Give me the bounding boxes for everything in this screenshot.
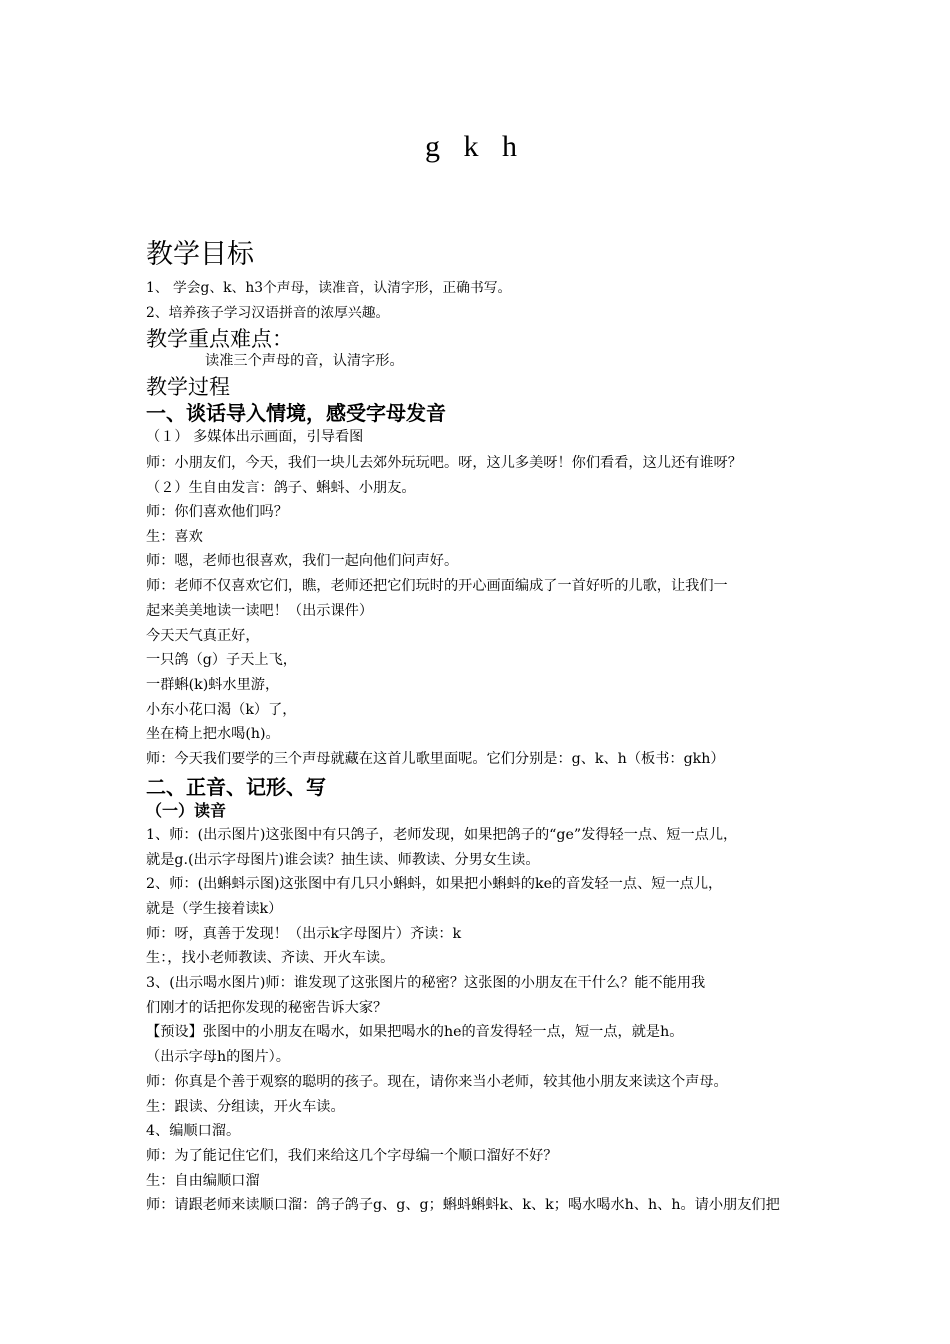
heading-key-points: 教学重点难点： [146, 327, 293, 351]
heading-part2: 二、正音、记形、写 [146, 775, 326, 799]
heading-part1: 一、谈话导入情境，感受字母发音 [146, 401, 446, 425]
process-line: 就是（学生接着读k） [146, 901, 283, 917]
process-line: 师：小朋友们，今天，我们一块儿去郊外玩玩吧。呀，这儿多美呀！你们看看，这儿还有谁呀？ [146, 455, 742, 471]
poem-line: 一只鸽（g）子天上飞， [146, 652, 297, 668]
goal-item: 1、 学会g、k、h3个声母，读准音，认清字形，正确书写。 [146, 280, 512, 296]
poem-line: 坐在椅上把水喝(h)。 [146, 726, 280, 742]
key-points-text: 读准三个声母的音，认清字形。 [205, 353, 404, 369]
process-line: 生：自由编顺口溜 [146, 1173, 260, 1189]
process-line: （２）生自由发言：鸽子、蝌蚪、小朋友。 [146, 480, 416, 496]
process-line: 师：老师不仅喜欢它们，瞧，老师还把它们玩时的开心画面编成了一首好听的儿歌，让我们一 [146, 578, 728, 594]
process-line: 们刚才的话把你发现的秘密告诉大家？ [146, 1000, 388, 1016]
poem-line: 小东小花口渴（k）了， [146, 702, 297, 718]
process-line: 师：请跟老师来读顺口溜：鸽子鸽子g、g、g；蝌蚪蝌蚪k、k、k；喝水喝水h、h、h。请小朋友们把 [146, 1197, 780, 1213]
process-line: 师：今天我们要学的三个声母就藏在这首儿歌里面呢。它们分别是：g、k、h（板书：gkh） [146, 751, 725, 767]
process-line: 【预设】张图中的小朋友在喝水，如果把喝水的he的音发得轻一点，短一点，就是h。 [146, 1024, 684, 1040]
process-line: 师：呀，真善于发现！（出示k字母图片）齐读：k [146, 926, 462, 942]
process-line: 师：你们喜欢他们吗？ [146, 504, 288, 520]
heading-teaching-process: 教学过程 [146, 375, 230, 399]
process-line: 就是g.(出示字母图片)谁会读？抽生读、师教读、分男女生读。 [146, 852, 540, 868]
process-line: （１） 多媒体出示画面，引导看图 [146, 429, 364, 445]
process-line: （出示字母h的图片）。 [146, 1049, 290, 1065]
subheading-reading: （一）读音 [146, 801, 227, 820]
process-line: 3、(出示喝水图片)师：谁发现了这张图片的秘密？这张图的小朋友在干什么？能不能用我 [146, 975, 706, 991]
process-line: 2、师：(出蝌蚪示图)这张图中有几只小蝌蚪，如果把小蝌蚪的ke的音发轻一点、短一点儿， [146, 876, 723, 892]
page-title: g k h [425, 130, 525, 163]
process-line: 师：嗯，老师也很喜欢，我们一起向他们问声好。 [146, 553, 459, 569]
process-line: 生：喜欢 [146, 529, 203, 545]
goal-item: 2、培养孩子学习汉语拼音的浓厚兴趣。 [146, 305, 390, 321]
process-line: 生：，找小老师教读、齐读、开火车读。 [146, 950, 395, 966]
process-line: 生：跟读、分组读，开火车读。 [146, 1099, 345, 1115]
heading-teaching-goal: 教学目标 [146, 239, 254, 270]
poem-line: 今天天气真正好， [146, 628, 260, 644]
process-line: 起来美美地读一读吧！（出示课件） [146, 603, 374, 619]
poem-line: 一群蝌(k)蚪水里游， [146, 677, 280, 693]
process-line: 1、师：(出示图片)这张图中有只鸽子，老师发现，如果把鸽子的“ge”发得轻一点、短一点儿， [146, 827, 738, 843]
process-line: 4、编顺口溜。 [146, 1123, 241, 1139]
process-line: 师：为了能记住它们，我们来给这几个字母编一个顺口溜好不好？ [146, 1148, 558, 1164]
process-line: 师：你真是个善于观察的聪明的孩子。现在，请你来当小老师，较其他小朋友来读这个声母。 [146, 1074, 728, 1090]
